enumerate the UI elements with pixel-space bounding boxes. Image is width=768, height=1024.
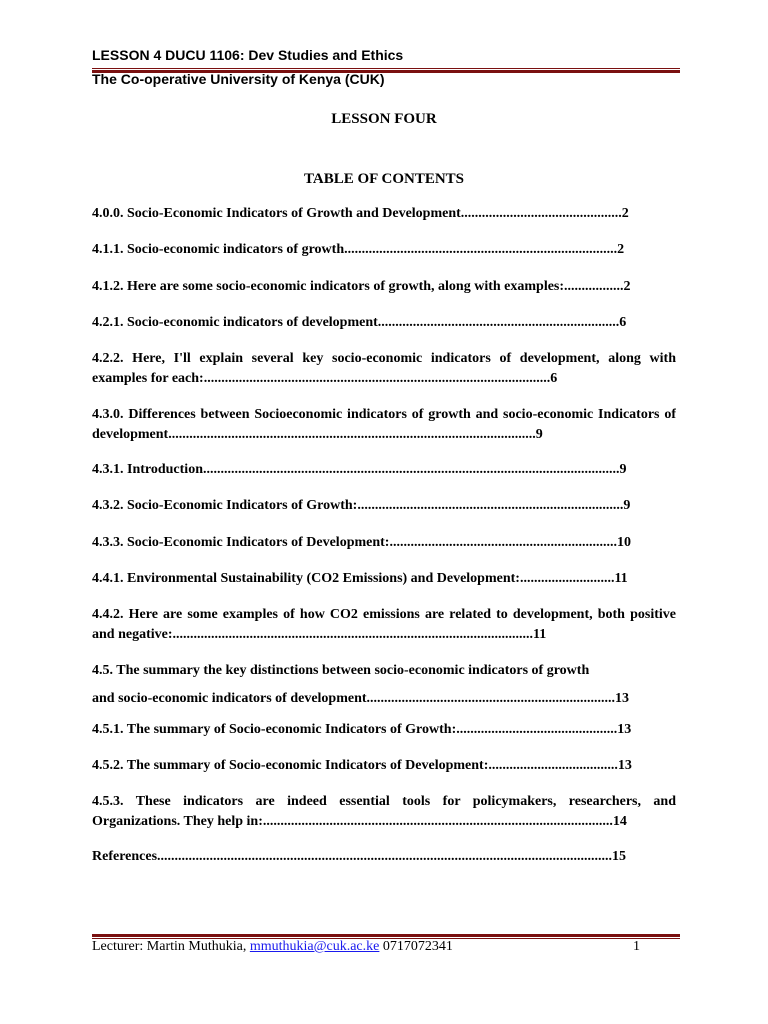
footer-phone: 0717072341 [379, 939, 453, 954]
header-rule-thin [92, 68, 680, 69]
toc-entry[interactable]: References..................................................................................................................................15 [92, 849, 627, 864]
toc-entry[interactable]: 4.3.3. Socio-Economic Indicators of Development:.................................................................10 [92, 535, 631, 550]
footer-email-link[interactable]: mmuthukia@cuk.ac.ke [249, 939, 380, 954]
toc-entry[interactable]: 4.5. The summary the key distinctions between socio-economic indicators of growth [92, 663, 590, 678]
toc-entry[interactable]: 4.3.0. Differences between Socioeconomic indicators of growth and socio-economic Indicators of development.........................................................................................................9 [92, 407, 676, 442]
page-number: 1 [633, 939, 640, 954]
toc-entry[interactable]: 4.1.2. Here are some socio-economic indicators of growth, along with examples:.................2 [92, 279, 631, 294]
toc-entry[interactable]: 4.0.0. Socio-Economic Indicators of Growth and Development..............................................2 [92, 206, 629, 221]
toc-entry[interactable]: 4.2.1. Socio-economic indicators of development.....................................................................6 [92, 315, 627, 330]
toc-entry[interactable]: 4.5.2. The summary of Socio-economic Indicators of Development:.....................................13 [92, 758, 632, 773]
toc-title: TABLE OF CONTENTS [303, 171, 465, 187]
toc-entry[interactable]: 4.3.1. Introduction.......................................................................................................................9 [92, 462, 627, 477]
toc-entry[interactable]: 4.5.1. The summary of Socio-economic Indicators of Growth:..............................................13 [92, 722, 632, 737]
toc-entry[interactable]: 4.3.2. Socio-Economic Indicators of Growth:............................................................................9 [92, 498, 631, 513]
toc-entry[interactable]: 4.4.1. Environmental Sustainability (CO2 Emissions) and Development:...........................11 [92, 571, 628, 586]
toc-entry[interactable]: 4.4.2. Here are some examples of how CO2 emissions are related to development, both positive and negative:.......................................................................................................11 [92, 607, 676, 642]
toc-entry[interactable]: 4.2.2. Here, I'll explain several key socio-economic indicators of development, along with examples for each:...................................................................................................6 [92, 351, 676, 386]
toc-entry[interactable]: 4.5.3. These indicators are indeed essential tools for policymakers, researchers, and Organizations. They help in:....................................................................................................14 [92, 794, 676, 829]
lesson-title: LESSON FOUR [331, 111, 437, 127]
footer [92, 939, 680, 955]
toc-entry[interactable]: 4.1.1. Socio-economic indicators of growth..............................................................................2 [92, 242, 625, 257]
header-university: The Co-operative University of Kenya (CUK) [92, 71, 385, 87]
footer-lecturer: Lecturer: Martin Muthukia, [92, 939, 250, 954]
footer-rule-thick [92, 934, 680, 937]
toc-entry[interactable]: and socio-economic indicators of development.......................................................................13 [92, 691, 630, 706]
header-course-title: LESSON 4 DUCU 1106: Dev Studies and Ethics [92, 47, 404, 63]
